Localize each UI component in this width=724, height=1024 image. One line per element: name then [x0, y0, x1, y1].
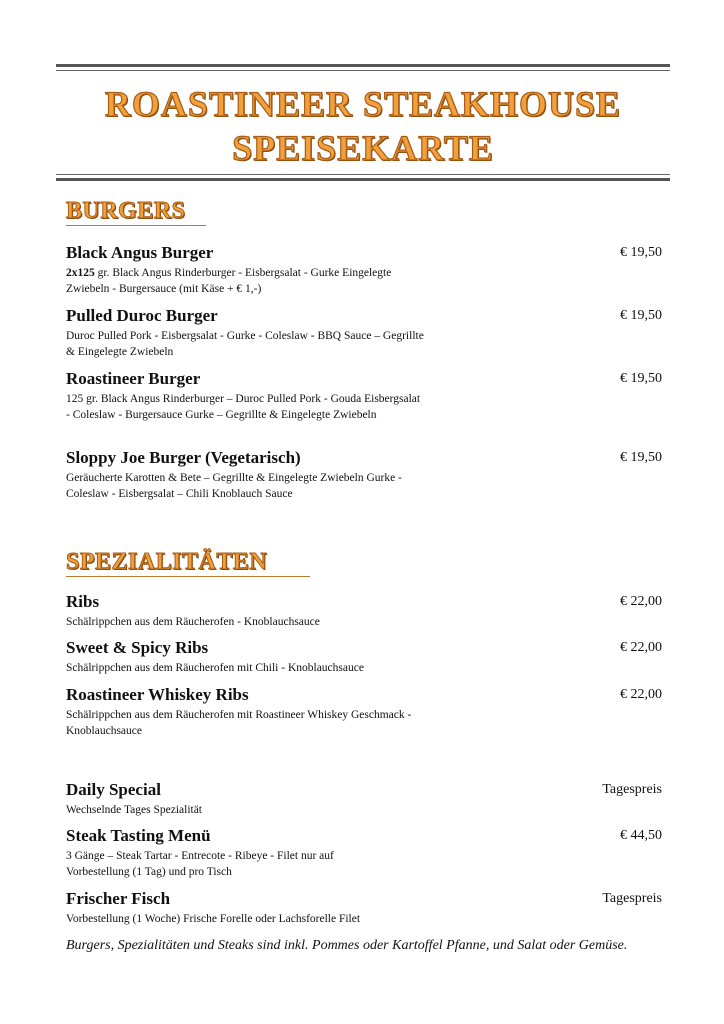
item-name: Sloppy Joe Burger (Vegetarisch): [66, 448, 301, 467]
item-description-bold: 2x125: [66, 267, 95, 279]
menu-item: [66, 685, 662, 739]
item-description: Geräucherte Karotten & Bete – Gegrillte & Eingelegte Zwiebeln Gurke - Coleslaw - Eisbergsalat – Chili Knoblauch Sauce: [66, 472, 402, 500]
item-name: Roastineer Burger: [66, 369, 201, 388]
item-price: € 19,50: [620, 308, 662, 323]
item-price: € 22,00: [620, 640, 662, 655]
item-price: € 22,00: [620, 687, 662, 702]
menu-item: [66, 780, 662, 818]
item-name: Steak Tasting Menü: [66, 826, 211, 845]
menu-item: [66, 306, 662, 360]
menu-item: [66, 448, 662, 502]
item-description: Wechselnde Tages Spezialität: [66, 804, 203, 816]
specials-underline: [66, 576, 310, 577]
header-rule-thick: [56, 178, 670, 181]
item-price: € 19,50: [620, 371, 662, 386]
item-name: Sweet & Spicy Ribs: [66, 638, 209, 657]
menu-title: SPEISEKARTE: [232, 128, 494, 168]
item-description: Schälrippchen aus dem Räucherofen - Knoblauchsauce: [66, 616, 320, 628]
menu-item: [66, 369, 662, 423]
item-name: Frischer Fisch: [66, 889, 171, 908]
item-description: Schälrippchen aus dem Räucherofen mit Chili - Knoblauchsauce: [66, 662, 364, 674]
item-price: € 19,50: [620, 450, 662, 465]
item-price: € 22,00: [620, 594, 662, 609]
item-price: Tagespreis: [602, 891, 662, 906]
item-price: € 44,50: [620, 828, 662, 843]
menu-item: [66, 592, 662, 630]
item-price: Tagespreis: [602, 782, 662, 797]
menu-item: [66, 889, 662, 927]
section-title-specials: SPEZIALITÄTEN: [66, 549, 268, 575]
item-description: 3 Gänge – Steak Tartar - Entrecote - Ribeye - Filet nur auf Vorbestellung (1 Tag) und pro Tisch: [66, 850, 334, 878]
top-rule-thick: [56, 64, 670, 67]
section-title-burgers: BURGERS: [66, 198, 186, 224]
menu-item: [66, 638, 662, 676]
item-description: Vorbestellung (1 Woche) Frische Forelle oder Lachsforelle Filet: [66, 913, 361, 925]
item-description-text: gr. Black Angus Rinderburger - Eisbergsalat - Gurke Eingelegte Zwiebeln - Burgersauce (mit Käse + € 1,-): [66, 267, 392, 295]
item-description: Duroc Pulled Pork - Eisbergsalat - Gurke - Coleslaw - BBQ Sauce – Gegrillte & Eingelegte Zwiebeln: [66, 330, 424, 358]
header-rule-thin: [56, 174, 670, 175]
item-name: Pulled Duroc Burger: [66, 306, 218, 325]
item-name: Ribs: [66, 592, 100, 611]
item-description: Schälrippchen aus dem Räucherofen mit Roastineer Whiskey Geschmack - Knoblauchsauce: [66, 709, 412, 737]
burgers-underline: [66, 225, 206, 226]
restaurant-title: ROASTINEER STEAKHOUSE: [104, 84, 622, 124]
menu-item: [66, 243, 662, 297]
item-description: [66, 265, 426, 297]
item-name: Black Angus Burger: [66, 243, 214, 262]
item-name: Roastineer Whiskey Ribs: [66, 685, 249, 704]
top-rule-thin: [56, 70, 670, 71]
item-name: Daily Special: [66, 780, 161, 799]
item-description: 125 gr. Black Angus Rinderburger – Duroc Pulled Pork - Gouda Eisbergsalat - Coleslaw - Burgersauce Gurke – Gegrillte & Eingelegte Zwiebeln: [66, 393, 421, 421]
footer-note: Burgers, Spezialitäten und Steaks sind inkl. Pommes oder Kartoffel Pfanne, und Salat oder Gemüse.: [66, 938, 628, 953]
item-price: € 19,50: [620, 245, 662, 260]
menu-item: [66, 826, 662, 880]
